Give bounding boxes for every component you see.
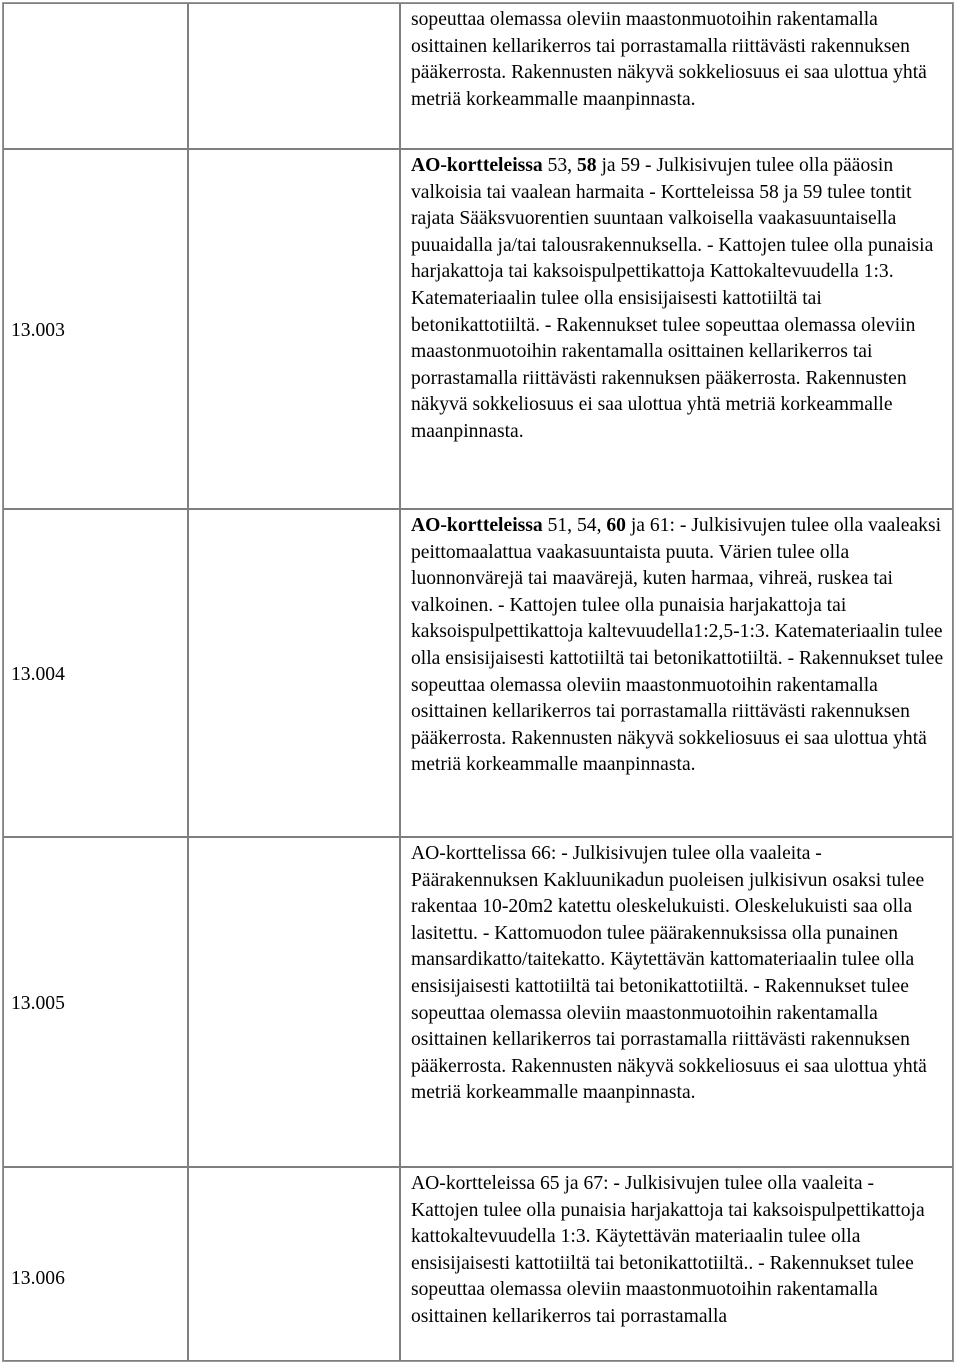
block-number-bold: 60 xyxy=(606,515,626,536)
regulation-text xyxy=(400,837,953,1167)
table-row xyxy=(3,149,953,509)
empty-cell xyxy=(188,509,400,837)
empty-cell xyxy=(188,837,400,1167)
regulation-number: 13.005 xyxy=(3,837,188,1167)
empty-cell xyxy=(188,149,400,509)
regulation-text xyxy=(400,509,953,837)
body-text: ja 61: - Julkisivujen tulee olla vaaleaksi peittomaalattua vaakasuuntaista puuta. Värien tulee olla luonnonvärejä tai maavärejä, kuten harmaa, vihreä, ruskea tai valkoinen. - Kattojen tulee olla punaisia harjakattoja tai kaksoispulpettikattoja kaltevuudella1:2,5-1:3. Katemateriaalin tulee olla ensisijaisesti kattotiiltä tai betonikattotiiltä. - Rakennukset tulee sopeuttaa olemassa oleviin maastonmuotoihin rakentamalla osittainen kellarikerros tai porrastamalla riittävästi rakennuksen pääkerrosta. Rakennusten näkyvä sokkeliosuus ei saa ulottua yhtä metriä korkeammalle maanpinnasta. xyxy=(411,515,944,776)
block-numbers: 53, xyxy=(542,155,577,176)
regulation-number: 13.004 xyxy=(3,509,188,837)
lead-text: AO-kortteleissa 65 ja 67: - Julkisivujen tulee olla vaaleita - Kattojen tulee olla punaisia harjakattoja tai kaksoispulpettikattoja kattokaltevuudella 1:3. Käytettävän materiaalin tulee olla ensisijaisesti kattotiiltä tai betonikattotiiltä.. - Rakennukset tulee sopeuttaa olemassa oleviin maastonmuotoihin rakentamalla osittainen kellarikerros tai porrastamalla xyxy=(411,1173,925,1327)
regulation-text xyxy=(400,1167,953,1361)
table-row xyxy=(3,509,953,837)
empty-cell xyxy=(188,1167,400,1361)
table-row xyxy=(3,1167,953,1361)
block-numbers: 51, 54, xyxy=(542,515,607,536)
table-row xyxy=(3,837,953,1167)
block-label: AO-kortteleissa xyxy=(411,155,543,176)
body-text: ja 59 - Julkisivujen tulee olla pääosin valkoisia tai vaalean harmaita - Kortteleissa 58 ja 59 tulee tontit rajata Sääksvuorentien suuntaan valkoisella vaakasuuntaisella puuaidalla ja/tai talousrakennuksella. - Kattojen tulee olla punaisia harjakattoja tai kaksoispulpettikattoja Kattokaltevuudella 1:3. Katemateriaalin tulee olla ensisijaisesti kattotiiltä tai betonikattotiiltä. - Rakennukset tulee sopeuttaa olemassa oleviin maastonmuotoihin rakentamalla osittainen kellarikerros tai porrastamalla riittävästi rakennuksen pääkerrosta. Rakennusten näkyvä sokkeliosuus ei saa ulottua yhtä metriä korkeammalle maanpinnasta. xyxy=(411,155,934,442)
body-text: sopeuttaa olemassa oleviin maastonmuotoihin rakentamalla osittainen kellarikerros tai porrastamalla riittävästi rakennuksen pääkerrosta. Rakennusten näkyvä sokkeliosuus ei saa ulottua yhtä metriä korkeammalle maanpinnasta. xyxy=(411,9,927,110)
regulation-number xyxy=(3,3,188,149)
block-number-bold: 58 xyxy=(576,155,597,176)
block-label: AO-kortteleissa xyxy=(411,515,543,536)
regulations-table xyxy=(2,2,954,1362)
lead-text: AO-korttelissa 66: - Julkisivujen tulee olla vaaleita - Päärakennuksen Kakluunikadun puoleisen julkisivun osaksi tulee rakentaa 10-20m2 katettu oleskelukuisti. Oleskelukuisti saa olla lasitettu. - Kattomuodon tulee päärakennuksissa olla punainen mansardikatto/taitekatto. Käytettävän kattomateriaalin tulee olla ensisijaisesti kattotiiltä tai betonikattotiiltä. - Rakennukset tulee sopeuttaa olemassa oleviin maastonmuotoihin rakentamalla osittainen kellarikerros tai porrastamalla riittävästi rakennuksen pääkerrosta. Rakennusten näkyvä sokkeliosuus ei saa ulottua yhtä metriä korkeammalle maanpinnasta. xyxy=(411,843,927,1104)
regulation-text xyxy=(400,3,953,149)
regulation-text xyxy=(400,149,953,509)
table-row xyxy=(3,3,953,149)
regulation-number: 13.006 xyxy=(3,1167,188,1361)
empty-cell xyxy=(188,3,400,149)
regulation-number: 13.003 xyxy=(3,149,188,509)
